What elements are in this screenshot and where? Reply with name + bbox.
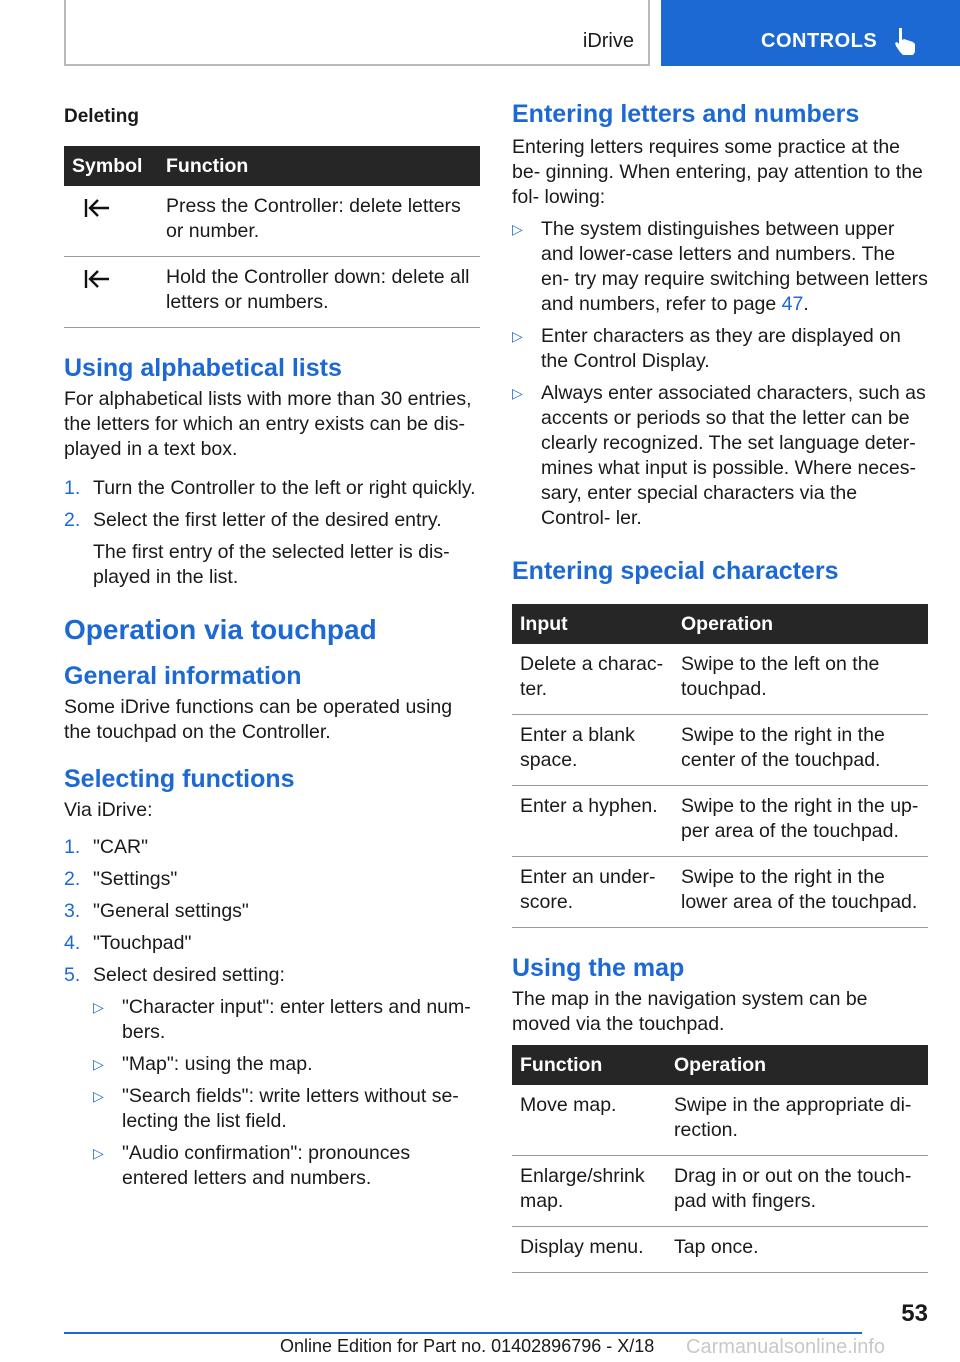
list-item bbox=[64, 963, 480, 988]
list-item bbox=[64, 835, 480, 860]
operation-cell: Tap once. bbox=[666, 1227, 928, 1273]
entering-bullets-list bbox=[512, 217, 928, 531]
list-item bbox=[64, 867, 480, 892]
selecting-functions-intro: Via iDrive: bbox=[64, 799, 153, 821]
general-info-heading: General information bbox=[64, 662, 302, 690]
function-cell: Enlarge/shrink map. bbox=[512, 1156, 666, 1227]
table-row bbox=[512, 1085, 928, 1156]
alphabetical-lists-heading: Using alphabetical lists bbox=[64, 354, 342, 382]
operation-cell: Swipe to the right in the lower area of the touchpad. bbox=[673, 857, 928, 928]
input-cell: Enter a blank space. bbox=[512, 715, 673, 786]
right-column bbox=[512, 100, 928, 1273]
operation-cell: Swipe to the left on the touchpad. bbox=[673, 644, 928, 715]
list-item bbox=[93, 1084, 480, 1134]
triangle-bullet-icon: ▷ bbox=[93, 1088, 104, 1104]
operation-cell: Drag in or out on the touch‐ pad with fingers. bbox=[666, 1156, 928, 1227]
column-header-symbol: Symbol bbox=[64, 146, 158, 186]
table-row bbox=[512, 857, 928, 928]
step-number: 2. bbox=[64, 509, 81, 531]
bullet-text bbox=[541, 217, 928, 317]
alphabetical-lists-intro: For alphabetical lists with more than 30 entries, the letters for which an entry exists can be dis‐ played in a text box. bbox=[64, 388, 472, 460]
function-cell: Press the Controller: delete letters or number. bbox=[158, 186, 480, 257]
page-number: 53 bbox=[901, 1300, 928, 1327]
column-header-function: Function bbox=[512, 1045, 666, 1085]
step-text: "Settings" bbox=[93, 868, 178, 890]
table-row bbox=[512, 715, 928, 786]
step-text: "Touchpad" bbox=[93, 932, 192, 954]
alphabetical-note: The first entry of the selected letter is dis‐ played in the list. bbox=[93, 541, 450, 588]
triangle-bullet-icon: ▷ bbox=[512, 328, 523, 344]
step-text: "General settings" bbox=[93, 900, 249, 922]
list-item bbox=[64, 476, 480, 501]
footer-divider bbox=[64, 1332, 862, 1334]
table-row bbox=[512, 644, 928, 715]
setting-options-list bbox=[93, 995, 480, 1191]
bullet-text-part: . bbox=[803, 293, 809, 315]
triangle-bullet-icon: ▷ bbox=[93, 1056, 104, 1072]
section-label: iDrive bbox=[582, 30, 634, 52]
deleting-table bbox=[64, 146, 480, 328]
triangle-bullet-icon: ▷ bbox=[93, 999, 104, 1015]
step-number: 3. bbox=[64, 900, 81, 922]
watermark: Carmanualsonline.info bbox=[686, 1336, 886, 1358]
step-number: 5. bbox=[64, 964, 81, 986]
column-header-function: Function bbox=[158, 146, 480, 186]
table-header-row bbox=[512, 1045, 928, 1085]
option-text: "Character input": enter letters and num‐ bers. bbox=[122, 996, 471, 1043]
option-text: "Audio confirmation": pronounces entered letters and numbers. bbox=[122, 1142, 411, 1189]
table-row bbox=[512, 786, 928, 857]
chapter-label: CONTROLS bbox=[761, 30, 878, 52]
column-header-input: Input bbox=[512, 604, 673, 644]
list-item bbox=[64, 931, 480, 956]
list-item bbox=[512, 324, 928, 374]
using-map-intro: The map in the navigation system can be moved via the touchpad. bbox=[512, 988, 868, 1035]
table-row bbox=[64, 257, 480, 328]
function-cell: Display menu. bbox=[512, 1227, 666, 1273]
step-number: 1. bbox=[64, 477, 81, 499]
triangle-bullet-icon: ▷ bbox=[512, 221, 523, 237]
option-text: "Map": using the map. bbox=[122, 1053, 313, 1075]
table-header-row bbox=[64, 146, 480, 186]
step-text: Select the first letter of the desired entry. bbox=[93, 509, 442, 531]
delete-arrow-icon bbox=[84, 198, 110, 218]
operation-cell: Swipe to the right in the up‐ per area of the touchpad. bbox=[673, 786, 928, 857]
step-text: Select desired setting: bbox=[93, 964, 285, 986]
column-header-operation: Operation bbox=[666, 1045, 928, 1085]
pointing-hand-icon bbox=[893, 26, 919, 56]
edition-text: Online Edition for Part no. 01402896796 - X/18 bbox=[280, 1336, 655, 1356]
table-header-row bbox=[512, 604, 928, 644]
selecting-steps-list bbox=[64, 835, 480, 988]
left-column bbox=[64, 100, 480, 1191]
header-chapter-box bbox=[661, 0, 960, 66]
list-item bbox=[512, 217, 928, 317]
deleting-heading: Deleting bbox=[64, 106, 139, 127]
list-item bbox=[64, 899, 480, 924]
header-section-box bbox=[64, 0, 650, 66]
table-row bbox=[512, 1156, 928, 1227]
operation-cell: Swipe in the appropriate di‐ rection. bbox=[666, 1085, 928, 1156]
step-number: 4. bbox=[64, 932, 81, 954]
bullet-text: Enter characters as they are displayed on the Control Display. bbox=[541, 325, 901, 372]
using-map-heading: Using the map bbox=[512, 954, 685, 982]
operation-cell: Swipe to the right in the center of the touchpad. bbox=[673, 715, 928, 786]
list-item bbox=[93, 995, 480, 1045]
list-item bbox=[93, 1141, 480, 1191]
column-header-operation: Operation bbox=[673, 604, 928, 644]
step-text: "CAR" bbox=[93, 836, 149, 858]
bullet-text: Always enter associated characters, such as accents or periods so that the letter can be clearly recognized. The set language deter‐ mines what input is possible. Where neces‐ sary, enter special characters via the Control‐ ler. bbox=[541, 382, 926, 529]
alphabetical-steps-list bbox=[64, 476, 480, 533]
triangle-bullet-icon: ▷ bbox=[93, 1145, 104, 1161]
selecting-functions-heading: Selecting functions bbox=[64, 765, 295, 793]
option-text: "Search fields": write letters without se‐ lecting the list field. bbox=[122, 1085, 459, 1132]
table-row bbox=[512, 1227, 928, 1273]
delete-arrow-icon bbox=[84, 269, 110, 289]
list-item bbox=[512, 381, 928, 531]
step-number: 1. bbox=[64, 836, 81, 858]
symbol-cell bbox=[64, 186, 158, 257]
function-cell: Move map. bbox=[512, 1085, 666, 1156]
triangle-bullet-icon: ▷ bbox=[512, 385, 523, 401]
function-cell: Hold the Controller down: delete all letters or numbers. bbox=[158, 257, 480, 328]
entering-letters-heading: Entering letters and numbers bbox=[512, 100, 860, 128]
input-cell: Enter an under‐ score. bbox=[512, 857, 673, 928]
list-item bbox=[93, 1052, 480, 1077]
map-table bbox=[512, 1045, 928, 1273]
touchpad-heading: Operation via touchpad bbox=[64, 614, 377, 645]
special-characters-heading: Entering special characters bbox=[512, 557, 839, 585]
list-item bbox=[64, 508, 480, 533]
bullet-text-part: The system distinguishes between upper and lower-case letters and numbers. The en‐ try may require switching between letters and numbers, refer to page bbox=[541, 218, 928, 315]
input-cell: Enter a hyphen. bbox=[512, 786, 673, 857]
step-number: 2. bbox=[64, 868, 81, 890]
table-row bbox=[64, 186, 480, 257]
step-text: Turn the Controller to the left or right quickly. bbox=[93, 477, 476, 499]
symbol-cell bbox=[64, 257, 158, 328]
general-info-text: Some iDrive functions can be operated using the touchpad on the Controller. bbox=[64, 696, 453, 743]
page-reference-link[interactable]: 47 bbox=[781, 293, 804, 315]
special-characters-table bbox=[512, 604, 928, 928]
input-cell: Delete a charac‐ ter. bbox=[512, 644, 673, 715]
entering-letters-intro: Entering letters requires some practice at the be‐ ginning. When entering, pay attention to the fol‐ lowing: bbox=[512, 136, 923, 208]
